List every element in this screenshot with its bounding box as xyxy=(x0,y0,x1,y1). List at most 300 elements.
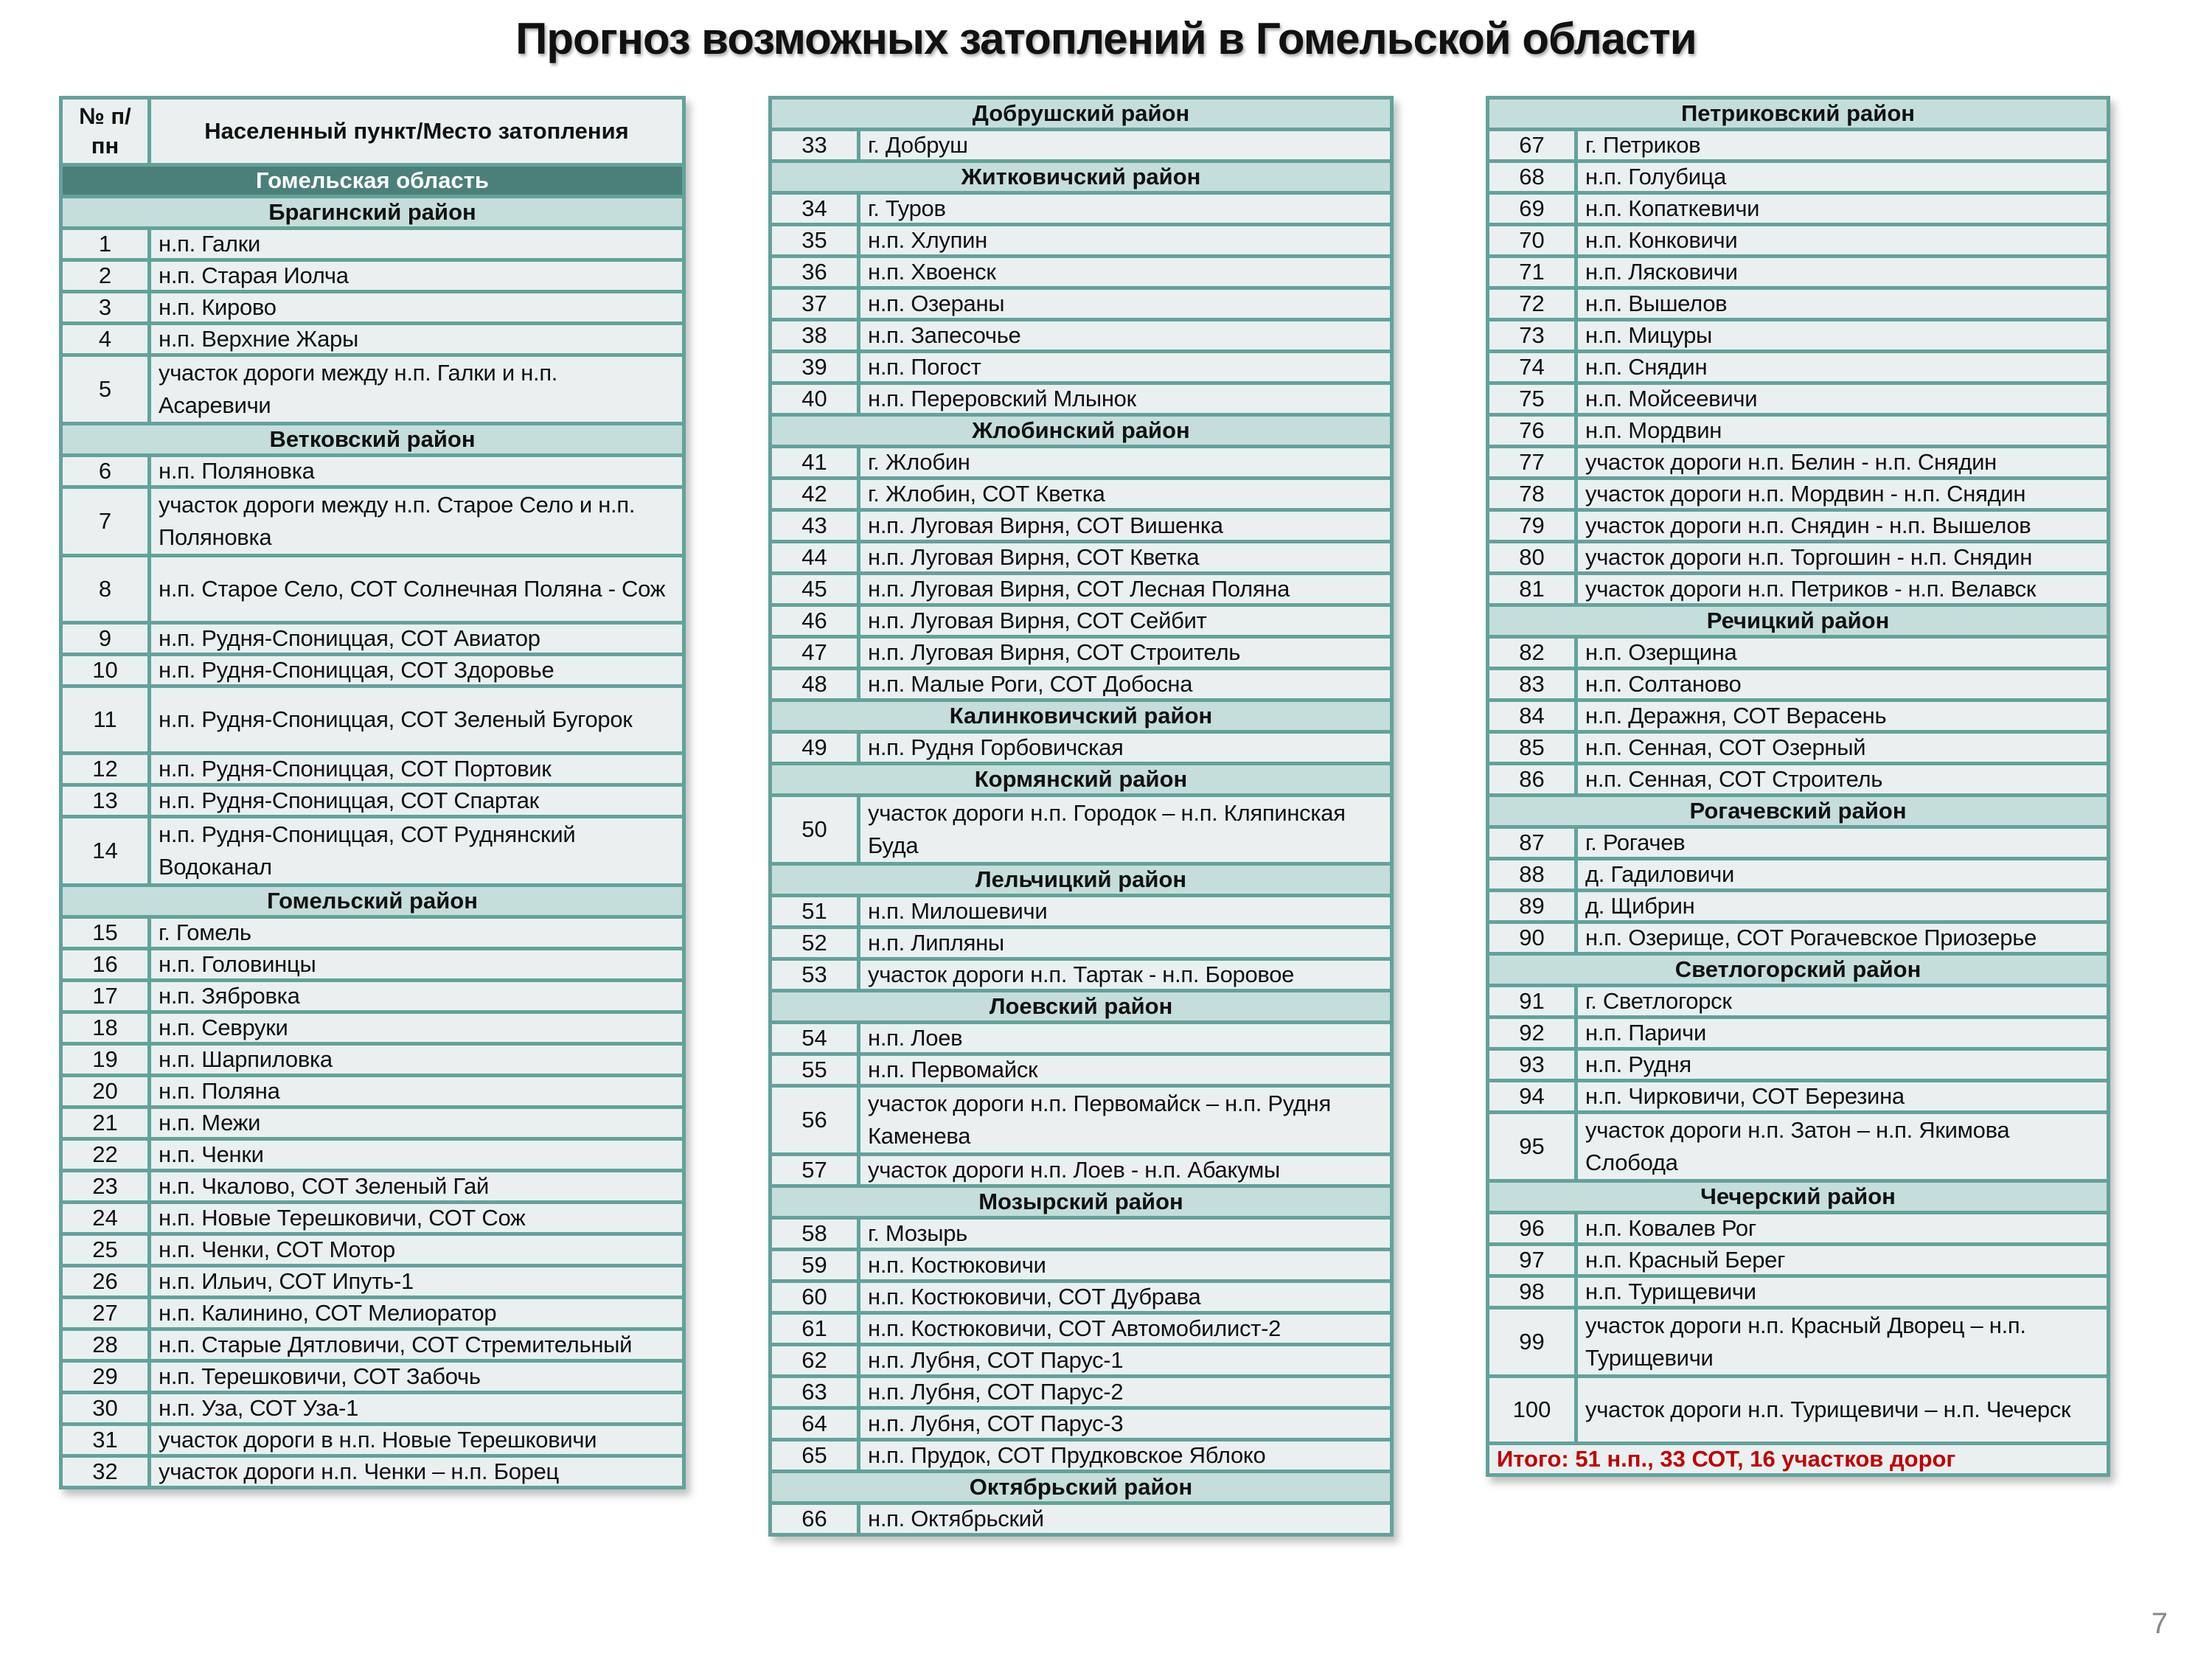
table-row xyxy=(1488,1308,2109,1377)
row-place: участок дороги н.п. Тартак - н.п. Боровое xyxy=(859,959,1392,991)
row-number: 51 xyxy=(771,896,859,928)
row-place: н.п. Верхние Жары xyxy=(150,324,684,355)
table-row xyxy=(1488,1245,2109,1276)
row-place: н.п. Ченки xyxy=(150,1139,684,1171)
row-place: н.п. Мордвин xyxy=(1576,415,2109,447)
row-place: н.п. Чирковичи, СОТ Березина xyxy=(1576,1081,2109,1113)
district-name: Октябрьский район xyxy=(771,1472,1392,1503)
table-row xyxy=(1488,542,2109,574)
row-place: г. Мозырь xyxy=(859,1218,1392,1250)
row-number: 68 xyxy=(1488,161,1576,193)
row-place: д. Гадиловичи xyxy=(1576,859,2109,891)
table-row xyxy=(61,1107,684,1139)
row-number: 78 xyxy=(1488,479,1576,510)
row-place: н.п. Озерище, СОТ Рогачевское Приозерье xyxy=(1576,922,2109,954)
row-number: 41 xyxy=(771,447,859,479)
row-place: участок дороги между н.п. Старое Село и н.п. Поляновка xyxy=(150,487,684,556)
flood-table-2 xyxy=(768,96,1394,1537)
table-header-row xyxy=(61,98,684,165)
row-place: н.п. Конковичи xyxy=(1576,225,2109,257)
row-number: 99 xyxy=(1488,1308,1576,1377)
row-number: 39 xyxy=(771,352,859,383)
page-title: Прогноз возможных затоплений в Гомельской области xyxy=(515,14,1697,63)
row-number: 31 xyxy=(61,1425,150,1456)
row-number: 13 xyxy=(61,785,150,817)
row-place: н.п. Старая Иолча xyxy=(150,260,684,292)
row-number: 9 xyxy=(61,623,150,655)
row-number: 21 xyxy=(61,1107,150,1139)
row-number: 2 xyxy=(61,260,150,292)
row-number: 65 xyxy=(771,1440,859,1472)
row-number: 26 xyxy=(61,1266,150,1298)
row-number: 10 xyxy=(61,655,150,686)
region-header-row xyxy=(61,165,684,197)
district-header-row xyxy=(771,161,1392,193)
row-number: 12 xyxy=(61,754,150,785)
row-place: н.п. Шарпиловка xyxy=(150,1044,684,1076)
row-number: 81 xyxy=(1488,574,1576,605)
row-place: н.п. Рудня xyxy=(1576,1049,2109,1081)
row-number: 53 xyxy=(771,959,859,991)
row-place: н.п. Мойсеевичи xyxy=(1576,383,2109,415)
district-header-row xyxy=(1488,98,2109,130)
row-place: г. Гомель xyxy=(150,917,684,949)
row-number: 89 xyxy=(1488,891,1576,922)
district-name: Добрушский район xyxy=(771,98,1392,130)
row-place: н.п. Лубня, СОТ Парус-3 xyxy=(859,1408,1392,1440)
table-row xyxy=(61,981,684,1012)
row-number: 15 xyxy=(61,917,150,949)
table-row xyxy=(771,257,1392,288)
row-number: 18 xyxy=(61,1012,150,1044)
table-row xyxy=(61,1425,684,1456)
table-row xyxy=(61,817,684,886)
table-row xyxy=(771,510,1392,542)
row-place: н.п. Луговая Вирня, СОТ Сейбит xyxy=(859,605,1392,637)
header-place: Населенный пункт/Место затопления xyxy=(150,98,684,165)
row-number: 88 xyxy=(1488,859,1576,891)
table-row xyxy=(61,1361,684,1393)
table-row xyxy=(771,1023,1392,1054)
row-number: 63 xyxy=(771,1377,859,1408)
table-row xyxy=(61,1139,684,1171)
row-number: 96 xyxy=(1488,1213,1576,1245)
page-number: 7 xyxy=(2151,1607,2168,1640)
row-place: участок дороги между н.п. Галки и н.п. Асаревичи xyxy=(150,355,684,424)
row-place: н.п. Старое Село, СОТ Солнечная Поляна - Сож xyxy=(150,556,684,623)
row-place: н.п. Чкалово, СОТ Зеленый Гай xyxy=(150,1171,684,1203)
table-row xyxy=(771,1054,1392,1086)
table-row xyxy=(1488,574,2109,605)
district-header-row xyxy=(771,764,1392,796)
row-number: 97 xyxy=(1488,1245,1576,1276)
row-number: 72 xyxy=(1488,288,1576,320)
row-place: н.п. Озераны xyxy=(859,288,1392,320)
row-number: 20 xyxy=(61,1076,150,1107)
row-number: 73 xyxy=(1488,320,1576,352)
row-place: участок дороги н.п. Затон – н.п. Якимова Слобода xyxy=(1576,1113,2109,1181)
row-place: н.п. Костюковичи xyxy=(859,1250,1392,1281)
row-place: участок дороги н.п. Торгошин - н.п. Снядин xyxy=(1576,542,2109,574)
row-place: н.п. Уза, СОТ Уза-1 xyxy=(150,1393,684,1425)
total-row xyxy=(1488,1444,2109,1475)
table-row xyxy=(771,574,1392,605)
table-row xyxy=(61,949,684,981)
district-name: Ветковский район xyxy=(61,424,684,456)
row-number: 80 xyxy=(1488,542,1576,574)
row-place: н.п. Вышелов xyxy=(1576,288,2109,320)
row-place: н.п. Красный Берег xyxy=(1576,1245,2109,1276)
district-header-row xyxy=(61,886,684,917)
row-number: 52 xyxy=(771,928,859,959)
row-number: 28 xyxy=(61,1329,150,1361)
district-header-row xyxy=(771,98,1392,130)
row-place: н.п. Рудня-Спониццая, СОТ Руднянский Водоканал xyxy=(150,817,684,886)
district-name: Речицкий район xyxy=(1488,605,2109,637)
table-row xyxy=(771,193,1392,225)
row-number: 33 xyxy=(771,130,859,161)
row-place: г. Жлобин, СОТ Кветка xyxy=(859,479,1392,510)
table-row xyxy=(1488,1276,2109,1308)
table-row xyxy=(61,487,684,556)
row-place: н.п. Луговая Вирня, СОТ Вишенка xyxy=(859,510,1392,542)
row-number: 56 xyxy=(771,1086,859,1155)
row-number: 70 xyxy=(1488,225,1576,257)
table-row xyxy=(771,1408,1392,1440)
row-number: 84 xyxy=(1488,700,1576,732)
table-row xyxy=(61,292,684,324)
district-header-row xyxy=(771,864,1392,896)
table-row xyxy=(1488,1377,2109,1444)
row-place: г. Петриков xyxy=(1576,130,2109,161)
row-number: 14 xyxy=(61,817,150,886)
row-place: н.п. Поляновка xyxy=(150,456,684,487)
district-header-row xyxy=(1488,954,2109,986)
row-place: н.п. Мицуры xyxy=(1576,320,2109,352)
district-name: Рогачевский район xyxy=(1488,796,2109,827)
row-place: н.п. Солтаново xyxy=(1576,669,2109,700)
row-number: 3 xyxy=(61,292,150,324)
row-number: 67 xyxy=(1488,130,1576,161)
row-place: н.п. Кирово xyxy=(150,292,684,324)
district-header-row xyxy=(61,424,684,456)
table-row xyxy=(61,1298,684,1329)
row-number: 37 xyxy=(771,288,859,320)
table-row xyxy=(1488,1213,2109,1245)
row-number: 50 xyxy=(771,796,859,864)
row-place: н.п. Костюковичи, СОТ Дубрава xyxy=(859,1281,1392,1313)
table-row xyxy=(61,1203,684,1234)
row-place: н.п. Малые Роги, СОТ Добосна xyxy=(859,669,1392,700)
row-number: 94 xyxy=(1488,1081,1576,1113)
row-number: 27 xyxy=(61,1298,150,1329)
table-row xyxy=(1488,447,2109,479)
table-row xyxy=(61,1076,684,1107)
district-header-row xyxy=(771,415,1392,447)
row-place: н.п. Старые Дятловичи, СОТ Стремительный xyxy=(150,1329,684,1361)
row-place: н.п. Рудня-Спониццая, СОТ Авиатор xyxy=(150,623,684,655)
district-name: Лельчицкий район xyxy=(771,864,1392,896)
row-place: н.п. Поляна xyxy=(150,1076,684,1107)
row-place: н.п. Октябрьский xyxy=(859,1503,1392,1535)
row-number: 98 xyxy=(1488,1276,1576,1308)
district-header-row xyxy=(771,991,1392,1023)
row-number: 66 xyxy=(771,1503,859,1535)
table-row xyxy=(61,556,684,623)
row-place: н.п. Ильич, СОТ Ипуть-1 xyxy=(150,1266,684,1298)
row-number: 30 xyxy=(61,1393,150,1425)
table-row xyxy=(1488,479,2109,510)
table-row xyxy=(61,754,684,785)
row-place: н.п. Первомайск xyxy=(859,1054,1392,1086)
row-place: н.п. Галки xyxy=(150,229,684,260)
district-header-row xyxy=(61,197,684,229)
row-place: г. Рогачев xyxy=(1576,827,2109,859)
row-number: 17 xyxy=(61,981,150,1012)
row-number: 71 xyxy=(1488,257,1576,288)
row-number: 47 xyxy=(771,637,859,669)
row-place: н.п. Рудня-Спониццая, СОТ Зеленый Бугорок xyxy=(150,686,684,754)
table-row xyxy=(771,1503,1392,1535)
row-number: 58 xyxy=(771,1218,859,1250)
row-number: 62 xyxy=(771,1345,859,1377)
row-place: н.п. Луговая Вирня, СОТ Строитель xyxy=(859,637,1392,669)
table-row xyxy=(1488,130,2109,161)
district-name: Брагинский район xyxy=(61,197,684,229)
table-row xyxy=(1488,1113,2109,1181)
row-place: н.п. Переровский Млынок xyxy=(859,383,1392,415)
table-row xyxy=(1488,320,2109,352)
row-number: 49 xyxy=(771,732,859,764)
table-row xyxy=(61,1171,684,1203)
district-header-row xyxy=(771,1186,1392,1218)
table-row xyxy=(771,542,1392,574)
table-row xyxy=(1488,415,2109,447)
row-number: 35 xyxy=(771,225,859,257)
table-row xyxy=(1488,859,2109,891)
row-number: 64 xyxy=(771,1408,859,1440)
row-number: 36 xyxy=(771,257,859,288)
table-row xyxy=(771,447,1392,479)
row-place: н.п. Ченки, СОТ Мотор xyxy=(150,1234,684,1266)
table-row xyxy=(1488,193,2109,225)
district-name: Гомельский район xyxy=(61,886,684,917)
row-place: г. Светлогорск xyxy=(1576,986,2109,1018)
row-number: 75 xyxy=(1488,383,1576,415)
row-place: н.п. Хлупин xyxy=(859,225,1392,257)
row-number: 59 xyxy=(771,1250,859,1281)
table-row xyxy=(61,1266,684,1298)
row-number: 93 xyxy=(1488,1049,1576,1081)
table-row xyxy=(61,355,684,424)
table-row xyxy=(1488,764,2109,796)
table-row xyxy=(771,896,1392,928)
row-place: н.п. Голубица xyxy=(1576,161,2109,193)
row-number: 61 xyxy=(771,1313,859,1345)
row-number: 23 xyxy=(61,1171,150,1203)
row-number: 44 xyxy=(771,542,859,574)
row-number: 6 xyxy=(61,456,150,487)
row-place: н.п. Рудня-Спониццая, СОТ Здоровье xyxy=(150,655,684,686)
district-name: Мозырский район xyxy=(771,1186,1392,1218)
table-row xyxy=(61,1393,684,1425)
table-row xyxy=(771,1086,1392,1155)
table-row xyxy=(1488,669,2109,700)
table-row xyxy=(1488,1081,2109,1113)
row-place: н.п. Севруки xyxy=(150,1012,684,1044)
table-row xyxy=(771,130,1392,161)
row-number: 29 xyxy=(61,1361,150,1393)
table-row xyxy=(1488,986,2109,1018)
row-place: участок дороги н.п. Городок – н.п. Кляпинская Буда xyxy=(859,796,1392,864)
table-row xyxy=(771,637,1392,669)
table-row xyxy=(771,605,1392,637)
table-row xyxy=(1488,1018,2109,1049)
row-place: участок дороги н.п. Красный Дворец – н.п. Турищевичи xyxy=(1576,1308,2109,1377)
row-place: н.п. Рудня Горбовичская xyxy=(859,732,1392,764)
row-place: н.п. Терешковичи, СОТ Забочь xyxy=(150,1361,684,1393)
row-number: 87 xyxy=(1488,827,1576,859)
row-number: 85 xyxy=(1488,732,1576,764)
row-number: 7 xyxy=(61,487,150,556)
table-row xyxy=(1488,352,2109,383)
row-place: н.п. Хвоенск xyxy=(859,257,1392,288)
row-number: 19 xyxy=(61,1044,150,1076)
row-place: н.п. Калинино, СОТ Мелиоратор xyxy=(150,1298,684,1329)
row-number: 91 xyxy=(1488,986,1576,1018)
district-name: Калинковичский район xyxy=(771,700,1392,732)
row-place: участок дороги н.п. Ченки – н.п. Борец xyxy=(150,1456,684,1488)
row-place: н.п. Озерщина xyxy=(1576,637,2109,669)
row-place: н.п. Головинцы xyxy=(150,949,684,981)
row-number: 24 xyxy=(61,1203,150,1234)
table-row xyxy=(1488,1049,2109,1081)
table-row xyxy=(1488,510,2109,542)
table-row xyxy=(61,1234,684,1266)
table-row xyxy=(771,1250,1392,1281)
table-row xyxy=(771,928,1392,959)
row-number: 82 xyxy=(1488,637,1576,669)
table-row xyxy=(61,655,684,686)
row-number: 16 xyxy=(61,949,150,981)
table-row xyxy=(61,686,684,754)
row-place: н.п. Турищевичи xyxy=(1576,1276,2109,1308)
table-row xyxy=(1488,922,2109,954)
table-row xyxy=(771,288,1392,320)
table-row xyxy=(771,479,1392,510)
row-number: 86 xyxy=(1488,764,1576,796)
table-row xyxy=(771,669,1392,700)
row-number: 48 xyxy=(771,669,859,700)
table-row xyxy=(1488,827,2109,859)
flood-table-3 xyxy=(1486,96,2110,1477)
row-number: 100 xyxy=(1488,1377,1576,1444)
row-place: н.п. Сенная, СОТ Строитель xyxy=(1576,764,2109,796)
row-place: н.п. Лоев xyxy=(859,1023,1392,1054)
table-row xyxy=(771,1313,1392,1345)
row-number: 55 xyxy=(771,1054,859,1086)
table-row xyxy=(1488,637,2109,669)
table-row xyxy=(771,1377,1392,1408)
row-number: 22 xyxy=(61,1139,150,1171)
table-row xyxy=(61,623,684,655)
table-row xyxy=(771,1155,1392,1186)
row-number: 4 xyxy=(61,324,150,355)
table-row xyxy=(1488,891,2109,922)
row-place: участок дороги н.п. Мордвин - н.п. Снядин xyxy=(1576,479,2109,510)
table-row xyxy=(61,229,684,260)
table-row xyxy=(771,1218,1392,1250)
row-number: 95 xyxy=(1488,1113,1576,1181)
row-place: участок дороги н.п. Петриков - н.п. Велавск xyxy=(1576,574,2109,605)
district-name: Кормянский район xyxy=(771,764,1392,796)
row-place: н.п. Лубня, СОТ Парус-2 xyxy=(859,1377,1392,1408)
row-number: 32 xyxy=(61,1456,150,1488)
row-number: 57 xyxy=(771,1155,859,1186)
table-row xyxy=(1488,383,2109,415)
row-number: 92 xyxy=(1488,1018,1576,1049)
table-row xyxy=(61,324,684,355)
row-number: 38 xyxy=(771,320,859,352)
district-name: Чечерский район xyxy=(1488,1181,2109,1213)
row-place: г. Туров xyxy=(859,193,1392,225)
table-row xyxy=(771,225,1392,257)
row-place: н.п. Рудня-Спониццая, СОТ Портовик xyxy=(150,754,684,785)
row-number: 34 xyxy=(771,193,859,225)
table-row xyxy=(61,1329,684,1361)
row-place: н.п. Межи xyxy=(150,1107,684,1139)
row-place: н.п. Снядин xyxy=(1576,352,2109,383)
flood-table-1 xyxy=(59,96,686,1489)
row-number: 40 xyxy=(771,383,859,415)
row-place: участок дороги н.п. Турищевичи – н.п. Чечерск xyxy=(1576,1377,2109,1444)
row-place: участок дороги в н.п. Новые Терешковичи xyxy=(150,1425,684,1456)
table-row xyxy=(61,1012,684,1044)
table-row xyxy=(61,1044,684,1076)
row-place: н.п. Костюковичи, СОТ Автомобилист-2 xyxy=(859,1313,1392,1345)
district-header-row xyxy=(1488,796,2109,827)
row-place: д. Щибрин xyxy=(1576,891,2109,922)
district-header-row xyxy=(771,700,1392,732)
district-name: Петриковский район xyxy=(1488,98,2109,130)
table-row xyxy=(771,1440,1392,1472)
row-place: н.п. Запесочье xyxy=(859,320,1392,352)
row-number: 83 xyxy=(1488,669,1576,700)
row-number: 90 xyxy=(1488,922,1576,954)
district-header-row xyxy=(1488,1181,2109,1213)
row-number: 5 xyxy=(61,355,150,424)
row-place: н.п. Прудок, СОТ Прудковское Яблоко xyxy=(859,1440,1392,1472)
table-row xyxy=(61,260,684,292)
table-row xyxy=(771,352,1392,383)
table-row xyxy=(771,1281,1392,1313)
table-row xyxy=(61,1456,684,1488)
row-place: н.п. Погост xyxy=(859,352,1392,383)
row-place: н.п. Лубня, СОТ Парус-1 xyxy=(859,1345,1392,1377)
row-place: н.п. Луговая Вирня, СОТ Кветка xyxy=(859,542,1392,574)
table-row xyxy=(1488,700,2109,732)
row-number: 79 xyxy=(1488,510,1576,542)
row-place: н.п. Копаткевичи xyxy=(1576,193,2109,225)
row-number: 54 xyxy=(771,1023,859,1054)
row-number: 60 xyxy=(771,1281,859,1313)
table-row xyxy=(771,1345,1392,1377)
row-place: н.п. Луговая Вирня, СОТ Лесная Поляна xyxy=(859,574,1392,605)
row-number: 74 xyxy=(1488,352,1576,383)
row-number: 42 xyxy=(771,479,859,510)
table-row xyxy=(61,917,684,949)
district-name: Лоевский район xyxy=(771,991,1392,1023)
